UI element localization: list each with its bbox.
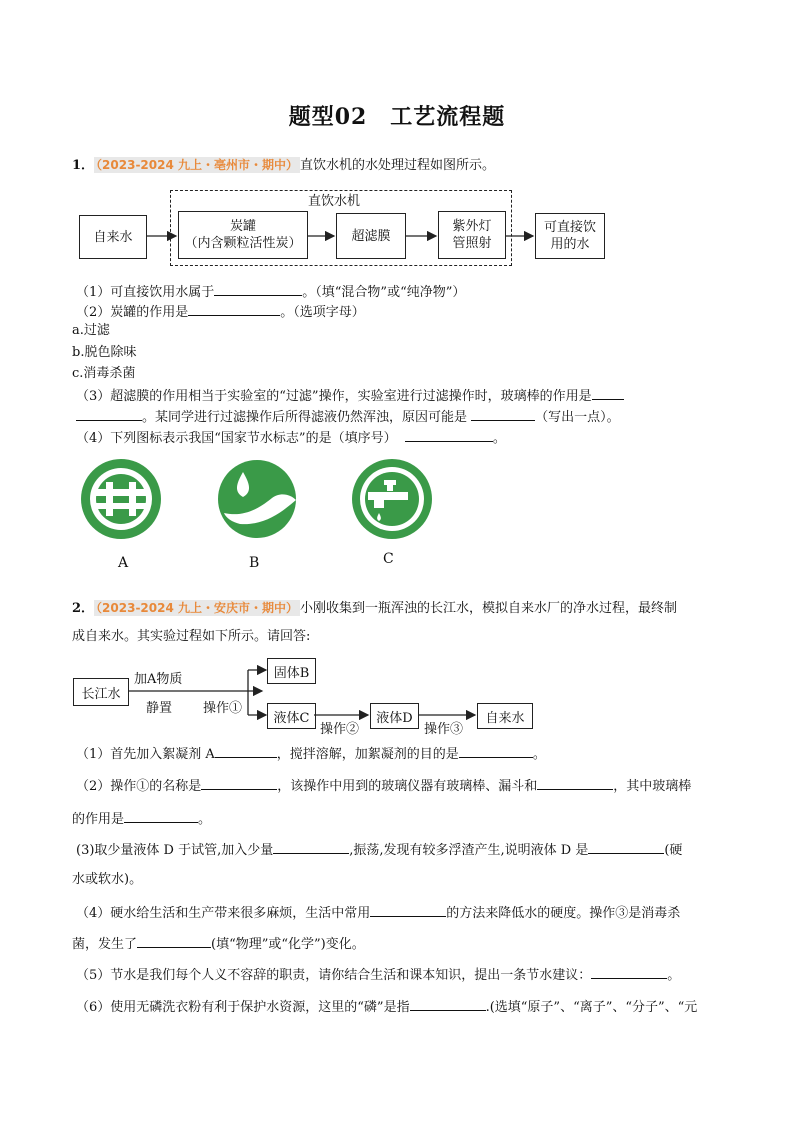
q1-part2: （2）炭罐的作用是 。（选项字母） [76, 305, 365, 320]
label-op1: 操作① [203, 701, 243, 716]
label-op3: 操作③ [424, 722, 464, 737]
page-title: 题型02 工艺流程题 [288, 104, 506, 130]
q2-intro-line1: 小刚收集到一瓶浑浊的长江水，模拟自来水厂的净水过程，最终制 [300, 601, 678, 616]
logo-c-icon [352, 459, 432, 539]
machine-group-label: 直饮水机 [308, 194, 361, 209]
q1-part1: （1）可直接饮用水属于 。（填“混合物”或“纯净物”） [76, 285, 466, 300]
answer-blank[interactable] [201, 777, 277, 790]
label-op2: 操作② [320, 722, 360, 737]
q1-intro: 直饮水机的水处理过程如图所示。 [300, 158, 496, 173]
q1-part4: （4）下列图标表示我国“国家节水标志”的是（填序号） 。 [76, 431, 506, 446]
answer-blank[interactable] [537, 777, 613, 790]
logo-c-label: C [383, 551, 394, 567]
answer-blank[interactable] [588, 841, 664, 854]
answer-blank[interactable] [273, 841, 349, 854]
q2-part6: （6）使用无磷洗衣粉有利于保护水资源，这里的“磷”是指 .(选填“原子”、“离子”、“分子”、“元 [76, 1000, 698, 1015]
q2-part2-line2: 的作用是 。 [72, 812, 212, 827]
box-drinkable-water: 可直接饮 用的水 [535, 213, 605, 259]
q2-part3-line1: (3)取少量液体 D 于试管,加入少量 ,振荡,发现有较多浮渣产生,说明液体 D 是 (硬 [76, 843, 683, 858]
box-ultrafiltration: 超滤膜 [336, 213, 406, 259]
q1-option-a: a.过滤 [72, 323, 110, 338]
q1-number: 1． [72, 158, 95, 173]
q2-part4-line1: （4）硬水给生活和生产带来很多麻烦，生活中常用 的方法来降低水的硬度。操作③是消毒杀 [76, 906, 681, 921]
answer-blank[interactable] [459, 745, 533, 758]
box-uv-lamp: 紫外灯 管照射 [438, 211, 506, 259]
logo-a-label: A [118, 555, 129, 571]
q2-source-tag: （2023-2024 九上・安庆市・期中） [96, 601, 299, 615]
label-add-a: 加A物质 [134, 672, 183, 687]
box-tap-water-final: 自来水 [477, 703, 533, 729]
answer-blank[interactable] [124, 810, 198, 823]
logo-a-icon [81, 459, 161, 539]
q2-part5: （5）节水是我们每个人义不容辞的职责，请你结合生活和课本知识，提出一条节水建议： 。 [76, 968, 681, 983]
label-still: 静置 [146, 701, 173, 716]
box-tap-water: 自来水 [79, 215, 147, 259]
logo-b-icon [218, 460, 296, 538]
box-solid-b: 固体B [267, 658, 316, 684]
q1-source-tag: （2023-2024 九上・亳州市・期中） [96, 158, 299, 172]
box-yangtze-water: 长江水 [73, 678, 129, 706]
q2-part4-line2: 菌，发生了 (填“物理”或“化学”)变化。 [72, 937, 365, 952]
logo-b-label: B [249, 555, 260, 571]
answer-blank[interactable] [370, 904, 446, 917]
answer-blank[interactable] [591, 966, 667, 979]
answer-blank[interactable] [137, 935, 211, 948]
q1-part3-line2: 。某同学进行过滤操作后所得滤液仍然浑浊，原因可能是 （写出一点）。 [76, 408, 620, 426]
q2-part1: （1）首先加入絮凝剂 A ，搅拌溶解，加絮凝剂的目的是 。 [76, 747, 546, 762]
box-carbon-tank: 炭罐 （内含颗粒活性炭） [178, 211, 308, 259]
q2-intro-line2: 成自来水。其实验过程如下所示。请回答: [72, 629, 311, 644]
q2-number: 2． [72, 601, 95, 616]
box-liquid-c: 液体C [267, 703, 316, 729]
q1-option-c: c.消毒杀菌 [72, 366, 136, 381]
q1-option-b: b.脱色除味 [72, 345, 137, 360]
q2-part3-line2: 水或软水)。 [72, 872, 143, 887]
q2-header [72, 600, 677, 617]
answer-blank[interactable] [215, 745, 277, 758]
box-liquid-d: 液体D [370, 703, 419, 729]
q1-part3-line1: （3）超滤膜的作用相当于实验室的“过滤”操作，实验室进行过滤操作时，玻璃棒的作用是 [76, 387, 624, 405]
answer-blank[interactable] [410, 998, 486, 1011]
q2-part2-line1: （2）操作①的名称是 ，该操作中用到的玻璃仪器有玻璃棒、漏斗和 ，其中玻璃棒 [76, 779, 692, 794]
